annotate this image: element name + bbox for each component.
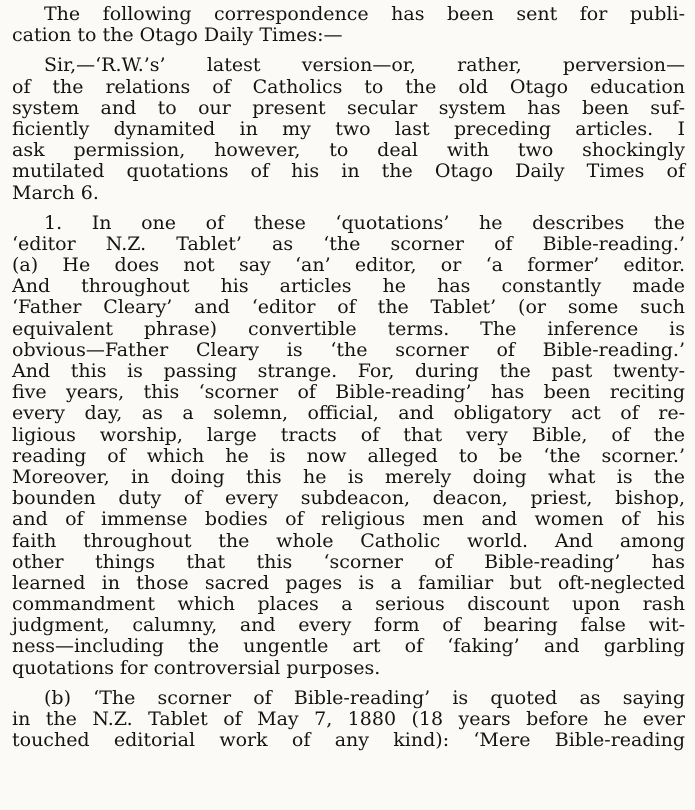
text-line: and of immense bodies of religious men and women of his: [12, 508, 685, 531]
text-line: Moreover, in doing this he is merely doing what is the: [12, 465, 685, 488]
text-line: 1. In one of these ‘quotations’ he describes the: [44, 211, 685, 234]
text-line: (a) He does not say ‘an’ editor, or ‘a former’ editor.: [12, 254, 685, 277]
text-line: Sir,—‘R.W.’s’ latest version—or, rather, perversion—: [44, 54, 685, 77]
text-line: quotations for controversial purposes.: [12, 656, 381, 679]
text-line: judgment, calumny, and every form of bearing false wit-: [12, 614, 685, 637]
text-line: And this is passing strange. For, during the past twenty-: [12, 360, 685, 382]
text-line: mutilated quotations of his in the Otago Daily Times of: [12, 160, 685, 183]
text-line: March 6.: [12, 181, 99, 204]
paragraph-salutation: [12, 55, 685, 203]
text-line: equivalent phrase) convertible terms. The inference is: [12, 317, 685, 340]
text-line: faith throughout the whole Catholic world. And among: [12, 529, 685, 552]
text-line: learned in those sacred pages is a familiar but oft-neglected: [12, 571, 685, 594]
text-line: The following correspondence has been sent for publi-: [44, 3, 685, 25]
text-line: commandment which places a serious discount upon rash: [12, 593, 685, 616]
text-line: in the N.Z. Tablet of May 7, 1880 (18 years before he ever: [12, 708, 685, 730]
text-line: other things that this ‘scorner of Bible-reading’ has: [12, 550, 685, 573]
text-line: touched editorial work of any kind): ‘Mere Bible-reading: [12, 729, 685, 752]
text-line: of the relations of Catholics to the old Otago education: [12, 75, 685, 98]
text-line: obvious—Father Cleary is ‘the scorner of Bible-reading.’: [12, 338, 685, 361]
text-line: ask permission, however, to deal with two shockingly: [12, 139, 685, 162]
paragraph-intro: [12, 0, 685, 46]
text-line: ficiently dynamited in my two last preceding articles. I: [12, 117, 685, 140]
text-line: ‘Father Cleary’ and ‘editor of the Tablet’ (or some such: [12, 296, 685, 319]
text-line: (b) ‘The scorner of Bible-reading’ is quoted as saying: [44, 686, 685, 709]
text-line: every day, as a solemn, official, and obligatory act of re-: [12, 402, 685, 425]
text-line: system and to our present secular system has been suf-: [12, 96, 685, 119]
text-line: five years, this ‘scorner of Bible-reading’ has been reciting: [12, 381, 685, 404]
text-line: ness—including the ungentle art of ‘faking’ and garbling: [12, 635, 685, 658]
text-line: ‘editor N.Z. Tablet’ as ‘the scorner of Bible-reading.’: [12, 232, 685, 255]
text-line: And throughout his articles he has constantly made: [12, 275, 685, 298]
paragraph-point-1b: [12, 688, 685, 752]
text-line: reading of which he is now alleged to be ‘the scorner.’: [12, 444, 685, 467]
text-line: bounden duty of every subdeacon, deacon, priest, bishop,: [12, 487, 685, 510]
paragraph-point-1: [12, 213, 685, 679]
text-line: cation to the Otago Daily Times:—: [12, 24, 343, 47]
text-line: ligious worship, large tracts of that very Bible, of the: [12, 423, 685, 446]
